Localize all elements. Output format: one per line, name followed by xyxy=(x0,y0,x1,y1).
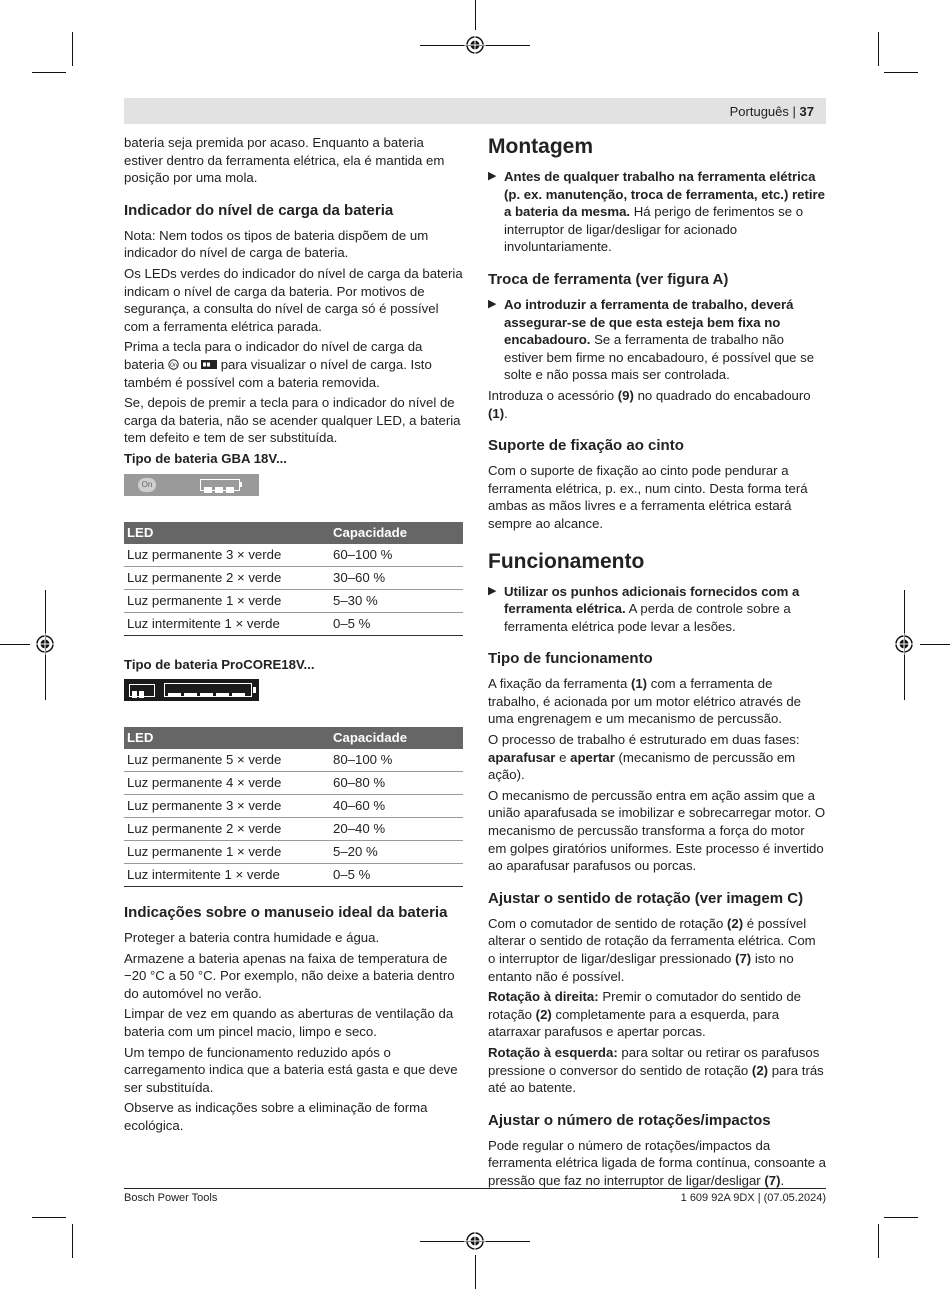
ref-number: (2) xyxy=(751,1062,769,1078)
paragraph: Limpar de vez em quando as aberturas de ventilação da bateria com um pincel macio, limpo e seco. xyxy=(124,1006,454,1040)
gba-cells-icon xyxy=(200,479,240,491)
warning-bullet xyxy=(488,583,826,636)
heading-operation-type: Tipo de funcionamento xyxy=(488,650,653,668)
text: para trás até ao batente. xyxy=(488,1062,824,1096)
text: Se a ferramenta de trabalho não estiver bem firme no encabadouro, é possível que se solte e não possa mais ser controlada. xyxy=(504,332,815,383)
ref-number: (2) xyxy=(535,1006,552,1022)
text: é possível alterar o sentido de rotação da ferramenta elétrica. Com o interruptor de ligar/desligar pressionado xyxy=(488,915,816,966)
header-bar xyxy=(124,98,826,124)
left-column xyxy=(124,134,463,1138)
battery-type-procore-label: Tipo de bateria ProCORE18V... xyxy=(124,656,315,672)
bold-text: Ao introduzir a ferramenta de trabalho, deverá assegurar-se de que esta esteja bem fixa no encabadouro. xyxy=(504,296,794,348)
heading-montagem: Montagem xyxy=(488,135,593,158)
ref-number: (9) xyxy=(617,387,634,403)
heading-belt-clip: Suporte de fixação ao cinto xyxy=(488,437,684,455)
text: com a ferramenta de trabalho, é acionada por um motor elétrico através de uma engrenagem e um mecanismo de percussão. xyxy=(488,676,802,727)
crop-mark xyxy=(32,1217,66,1218)
table-row xyxy=(124,544,463,567)
header-separator: | xyxy=(792,104,796,119)
table-cell: 60–100 % xyxy=(330,544,463,567)
paragraph xyxy=(488,675,826,728)
intro-paragraph: bateria seja premida por acaso. Enquanto a bateria estiver dentro da ferramenta elétrica, ela é mantida em posição por uma mola. xyxy=(124,135,445,186)
table-cell: Luz permanente 3 × verde xyxy=(124,795,330,818)
crop-mark xyxy=(878,1224,879,1258)
text: . xyxy=(780,1172,785,1188)
table-row xyxy=(124,749,463,772)
bold-text: Rotação à direita: xyxy=(488,989,599,1005)
text: no quadrado do encabadouro xyxy=(637,387,811,403)
paragraph: Com o suporte de fixação ao cinto pode pendurar a ferramenta elétrica, p. ex., num cinto. Desta forma terá ambas as mãos livres e a ferramenta elétrica estará sempre ao alcance. xyxy=(488,463,808,531)
text: Há perigo de ferimentos se o interruptor de ligar/desligar for acionado involuntariamente. xyxy=(504,204,804,255)
registration-mark-icon xyxy=(464,1230,486,1252)
table-row xyxy=(124,864,463,887)
paragraph xyxy=(488,1044,826,1097)
paragraph: Armazene a bateria apenas na faixa de temperatura de −20 °C a 50 °C. Por exemplo, não deixe a bateria dentro do automóvel no verão. xyxy=(124,950,455,1001)
bold-text: Rotação à esquerda: xyxy=(488,1044,618,1060)
paragraph: Observe as indicações sobre a eliminação de forma ecológica. xyxy=(124,1100,428,1134)
table-row xyxy=(124,589,463,612)
text: e xyxy=(559,749,567,765)
column-header-capacity: Capacidade xyxy=(330,727,463,749)
table-cell: Luz permanente 4 × verde xyxy=(124,772,330,795)
crop-mark xyxy=(475,0,476,30)
paragraph xyxy=(124,338,463,391)
table-cell: Luz permanente 3 × verde xyxy=(124,544,330,567)
footer-brand: Bosch Power Tools xyxy=(124,1192,218,1204)
table-cell: Luz permanente 2 × verde xyxy=(124,566,330,589)
battery-charge-icon xyxy=(201,360,217,369)
text: isto no entanto não é possível. xyxy=(488,951,794,984)
table-row xyxy=(124,566,463,589)
table-cell: Luz permanente 1 × verde xyxy=(124,589,330,612)
bold-text: Utilizar os punhos adicionais fornecidos com a ferramenta elétrica. xyxy=(504,583,800,617)
battery-type-gba-label: Tipo de bateria GBA 18V... xyxy=(124,450,287,466)
text: para soltar ou retirar os parafusos pressione o conversor do sentido de rotação xyxy=(488,1044,820,1078)
right-column xyxy=(488,134,826,1193)
text: para visualizar o nível de carga. Isto também é possível com a bateria removida. xyxy=(124,356,432,390)
crop-mark xyxy=(32,72,66,73)
registration-mark-icon xyxy=(464,34,486,56)
paragraph: Proteger a bateria contra humidade e água. xyxy=(124,930,380,946)
table-cell: 5–20 % xyxy=(330,841,463,864)
ref-number: (1) xyxy=(488,405,505,421)
header-language: Português xyxy=(729,104,789,119)
heading-tool-change: Troca de ferramenta (ver figura A) xyxy=(488,270,729,288)
table-row xyxy=(124,841,463,864)
heading-battery-handling: Indicações sobre o manuseio ideal da bateria xyxy=(124,904,448,922)
paragraph xyxy=(488,915,826,985)
table-row xyxy=(124,818,463,841)
footer-doc-id: 1 609 92A 9DX | (07.05.2024) xyxy=(680,1192,826,1204)
crop-mark xyxy=(475,1255,476,1289)
column-header-led: LED xyxy=(124,522,330,544)
table-cell: 80–100 % xyxy=(330,749,463,772)
text: Com o comutador de sentido de rotação xyxy=(488,915,724,931)
bullet-arrow-icon: ▶ xyxy=(488,170,497,182)
bold-text: aparafusar xyxy=(488,749,556,765)
text: completamente para a esquerda, para atarraxar parafusos e apertar porcas. xyxy=(488,1006,780,1040)
ref-number: (7) xyxy=(764,1172,781,1188)
paragraph: O mecanismo de percussão entra em ação assim que a união aparafusada se imobilizar e sobrecarregar motor. O mecanismo de percussão transforma a força do motor em golpes giratórios uniformes. Este processo é invertido ao aparafusar parafusos ou porcas. xyxy=(488,787,826,874)
table-cell: 30–60 % xyxy=(330,566,463,589)
paragraph xyxy=(488,1137,826,1190)
procore-capacity-table xyxy=(124,727,463,887)
warning-bullet xyxy=(488,296,826,384)
heading-rotation-direction: Ajustar o sentido de rotação (ver imagem C) xyxy=(488,889,804,907)
crop-mark xyxy=(878,32,879,66)
table-cell: 0–5 % xyxy=(330,864,463,887)
heading-battery-indicator: Indicador do nível de carga da bateria xyxy=(124,201,394,219)
procore-small-battery-icon xyxy=(129,684,155,697)
column-header-led: LED xyxy=(124,727,330,749)
table-cell: Luz intermitente 1 × verde xyxy=(124,612,330,635)
footer-rule xyxy=(124,1188,826,1189)
paragraph: Nota: Nem todos os tipos de bateria dispõem de um indicador do nível de carga de bateria. xyxy=(124,227,429,261)
crop-mark xyxy=(0,644,30,645)
paragraph: Se, depois de premir a tecla para o indicador do nível de carga da bateria, não se acender qualquer LED, a bateria tem defeito e tem de ser substituída. xyxy=(124,395,461,446)
crop-mark xyxy=(884,72,918,73)
text: Prima a tecla para o indicador do nível de carga da bateria xyxy=(124,339,423,372)
text: O processo de trabalho é estruturado em duas fases: xyxy=(488,732,800,748)
gba-capacity-table xyxy=(124,522,463,636)
registration-mark-icon xyxy=(34,633,56,655)
on-button-icon xyxy=(168,359,179,370)
warning-bullet xyxy=(488,168,826,256)
table-cell: Luz permanente 5 × verde xyxy=(124,749,330,772)
table-row xyxy=(124,612,463,635)
table-cell: 60–80 % xyxy=(330,772,463,795)
table-cell: 20–40 % xyxy=(330,818,463,841)
ref-number: (7) xyxy=(735,951,752,966)
bold-text: apertar xyxy=(570,749,615,765)
registration-mark-icon xyxy=(893,633,915,655)
text: A perda de controle sobre a ferramenta elétrica pode levar a lesões. xyxy=(504,601,791,634)
paragraph xyxy=(488,387,826,422)
page-header xyxy=(730,104,814,119)
table-cell: 5–30 % xyxy=(330,589,463,612)
procore-cells-icon xyxy=(164,683,252,697)
gba-battery-indicator-illustration xyxy=(124,474,259,496)
table-cell: Luz permanente 2 × verde xyxy=(124,818,330,841)
text: A fixação da ferramenta xyxy=(488,676,628,692)
paragraph xyxy=(488,731,826,784)
bold-text: Antes de qualquer trabalho na ferramenta elétrica (p. ex. manutenção, troca de ferramenta, etc.) retire a bateria da mesma. xyxy=(504,169,826,220)
table-cell: 0–5 % xyxy=(330,612,463,635)
text: (mecanismo de percussão em ação). xyxy=(488,749,796,783)
paragraph: Um tempo de funcionamento reduzido após o carregamento indica que a bateria está gasta e que deve ser substituída. xyxy=(124,1044,458,1095)
ref-number: (2) xyxy=(727,915,744,931)
gba-on-button: On xyxy=(138,478,156,492)
text: Premir o comutador do sentido de rotação xyxy=(488,989,801,1022)
text: . xyxy=(504,405,508,421)
table-cell: 40–60 % xyxy=(330,795,463,818)
column-header-capacity: Capacidade xyxy=(330,522,463,544)
table-cell: Luz intermitente 1 × verde xyxy=(124,864,330,887)
paragraph xyxy=(488,988,826,1041)
bullet-arrow-icon: ▶ xyxy=(488,584,497,597)
table-cell: Luz permanente 1 × verde xyxy=(124,841,330,864)
procore-battery-indicator-illustration xyxy=(124,679,259,701)
table-row xyxy=(124,795,463,818)
crop-mark xyxy=(920,644,950,645)
crop-mark xyxy=(72,1224,73,1258)
table-row xyxy=(124,772,463,795)
ref-number: (1) xyxy=(630,676,648,692)
crop-mark xyxy=(884,1217,918,1218)
bullet-arrow-icon: ▶ xyxy=(488,297,497,310)
page-number: 37 xyxy=(799,104,814,119)
paragraph: Os LEDs verdes do indicador do nível de carga da bateria indicam o nível de carga da bateria. Por motivos de segurança, a consulta do nível de carga só é possível com a ferramenta elétrica parada. xyxy=(124,265,463,334)
heading-funcionamento: Funcionamento xyxy=(488,549,645,573)
svg-text:On: On xyxy=(169,362,178,369)
text: ou xyxy=(182,356,198,372)
text: Introduza o acessório xyxy=(488,387,615,403)
crop-mark xyxy=(72,32,73,66)
text: Pode regular o número de rotações/impactos da ferramenta elétrica ligada de forma contínua, consoante a pressão que faz no interruptor de ligar/desligar xyxy=(488,1137,826,1188)
heading-speed-adjust: Ajustar o número de rotações/impactos xyxy=(488,1111,771,1129)
